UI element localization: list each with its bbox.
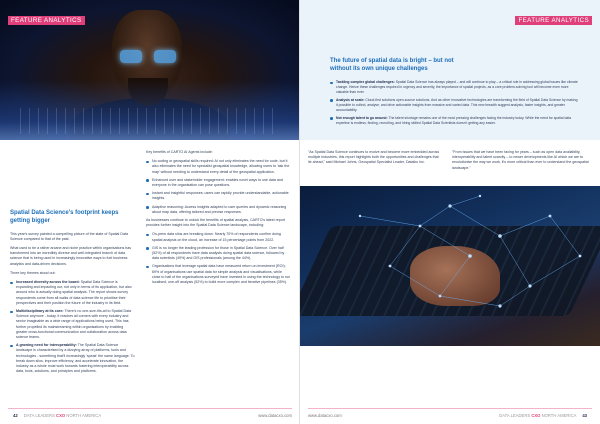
right-page	[300, 0, 600, 424]
theme-title: Multidisciplinary at its core:	[16, 309, 64, 314]
benefit-item: No coding or geospatial skills required: AI not only eliminates the need for code, but it also eliminates the need for specialist geospatial knowledge, allowing users to 'ask the map' without needing to understand every detail of the geospatial application.	[146, 159, 291, 175]
monitor-code-lines	[20, 108, 280, 134]
challenge-title: Not enough talent to go around:	[336, 115, 388, 120]
theme-item	[10, 309, 135, 340]
challenge-item	[330, 98, 580, 113]
stat-item: Organisations that leverage spatial data have measured return on investment (ROI): 69% of organisations use spatial data for simple analysis and visualisations, while close to half of the organisations surveyed have invested in using the technology to run localised, one-off analysis (52%) to build more complex and iterative pipelines (35%).	[146, 264, 291, 285]
challenge-text: The talent shortage remains one of the most pressing challenges facing the industry today. While the need for spatial data expertise is endless, finding, recruiting, and hiring skilled Spatial Data Scientists doesn't getting any easier.	[336, 115, 572, 125]
stat-item: On-prem data silos are breaking down. Nearly 70% of respondents confirm doing spatial analysis on the cloud, an increase of 15 percentage points from 2022.	[146, 232, 291, 242]
left-heading: Spatial Data Science's footprint keeps getting bigger	[10, 210, 119, 224]
theme-title: Increased diversity across the board:	[16, 280, 80, 285]
page-number: 43	[582, 413, 587, 418]
network-overlay	[300, 186, 600, 346]
benefit-item: Instant and insightful responses: users can rapidly provide understandable, actionable insights.	[146, 191, 291, 201]
intro-paragraph-1: This year's survey painted a compelling picture of the state of Spatial Data Science compared to that of the past.	[10, 231, 128, 241]
theme-text: The Spatial Data Science landscape is characterised by a dizzying array of platforms, tools and technologies - something that'll increasingly 'speak' the same language. To break down silos, improve efficiency, and accelerate innovation, the industry as a whole must work towards fostering interoperability across data, tools, solutions, and principles and platforms.	[16, 343, 135, 374]
benefit-item: Adaptive reasoning: Access insights adapted to user queries and dynamic reasoning about map data, offering tailored and precise responses.	[146, 205, 291, 215]
challenge-item	[330, 116, 580, 126]
section-tag-right: FEATURE ANALYTICS	[515, 16, 592, 25]
theme-text: There's no one-size-fits-all to Spatial Data Science anymore - today, it reaches all corners with every industry and sector imaginable as a wide range of applications being used. This has further propelled its mainstreaming within organisations by enabling greater cross-functional communication and collaboration across data science teams.	[16, 309, 132, 340]
section-tag-left: FEATURE ANALYTICS	[8, 16, 85, 25]
right-footer	[499, 413, 592, 418]
quote-column-2	[452, 150, 592, 175]
quote-text-2: "From issues that we have been facing for years – such as open data availability, interoperability and talent scarcity – to newer developments like AI which we are to revolutionise the way we work, it's more critical than ever to understand the geospatial landscape."	[452, 150, 589, 170]
theme-item	[10, 343, 135, 374]
brand-name: DATA LEADERS CXO NORTH AMERICA	[23, 413, 102, 418]
middle-column	[146, 150, 291, 288]
quote-column-1	[308, 150, 443, 170]
theme-text: Spatial Data Science is expanding and impacting our, not only in terms of its application, but also around who is actually doing spatial analysis. The report shows survey respondents come from all walks of data science life to prioritise their perspectives and their position the future of the industry in its field.	[16, 280, 132, 305]
challenge-title: Analysis at scale:	[336, 97, 365, 102]
left-column	[10, 150, 135, 377]
intro-paragraph-2: What used to be a rather arcane and niche practice within organisations has transformed into an incredibly diverse and well-integrated branch of data science that is being used in increasingly innovative ways to fuel business analytics and data-driven decisions.	[10, 246, 132, 266]
report-paragraph: As businesses continue to unlock the benefits of spatial analysis, CARTO's latest report provides further insight into the Spatial Data Science landscape, including:	[146, 218, 285, 228]
quote-text-1: "As Spatial Data Science continues to evolve and become more embedded across multiple industries, this report highlights both the opportunities and challenges that lie ahead," said Michael Johns, Geospatial Specialist Leader, Dataiku Inc.	[308, 150, 440, 165]
footer-url[interactable]: www.datacxo.com	[258, 413, 292, 418]
brand-name: DATA LEADERS CXO NORTH AMERICA	[499, 413, 577, 418]
callout-bullets	[330, 80, 580, 129]
left-footer	[8, 413, 101, 418]
footer-url[interactable]: www.datacxo.com	[308, 413, 342, 418]
footer-rule	[8, 408, 292, 409]
callout-title: The future of spatial data is bright – but not without its own unique challenges	[330, 58, 454, 72]
challenge-item	[330, 80, 580, 95]
theme-item	[10, 280, 135, 306]
glasses-reflection	[120, 50, 176, 64]
page-number: 42	[13, 413, 18, 418]
benefit-item: Enhanced user and stakeholder engagement: enables novel ways to use data and everyone in the organisation can pose questions.	[146, 178, 291, 188]
footer-rule	[308, 408, 592, 409]
challenge-text: Cloud-first solutions open-source solutions. And as other innovative technologies are transforming the field of Spatial Data Science by making it possible to collect, analyse, and drive actionable insights from massive and varied data. This new breadth suggest analysis, faster insights, and greater accountability.	[336, 97, 578, 112]
intro-paragraph-3: Three key themes stood out:	[10, 270, 56, 275]
challenge-text: Spatial Data Science has always played – and will continue to play – a critical role in addressing global issues like climate change. Hence these challenges required in urgency and severity, the importance of spatial projects, as a core problem-solving tool will become even more valuable than ever.	[336, 80, 578, 94]
benefits-intro: Key benefits of CARTO AI Agents include:	[146, 150, 213, 154]
theme-title: A growing need for interoperability:	[16, 343, 77, 348]
photo-hand-on-keyboard	[300, 186, 600, 346]
stat-item: GIS is no longer the leading profession for those in Spatial Data Science. Over half (52%) of all respondents have data analysts doing spatial data science, followed by data scientists (49%) and GIS professionals (among the 44%).	[146, 246, 291, 262]
challenge-title: Tackling complex global challenges:	[336, 80, 395, 84]
